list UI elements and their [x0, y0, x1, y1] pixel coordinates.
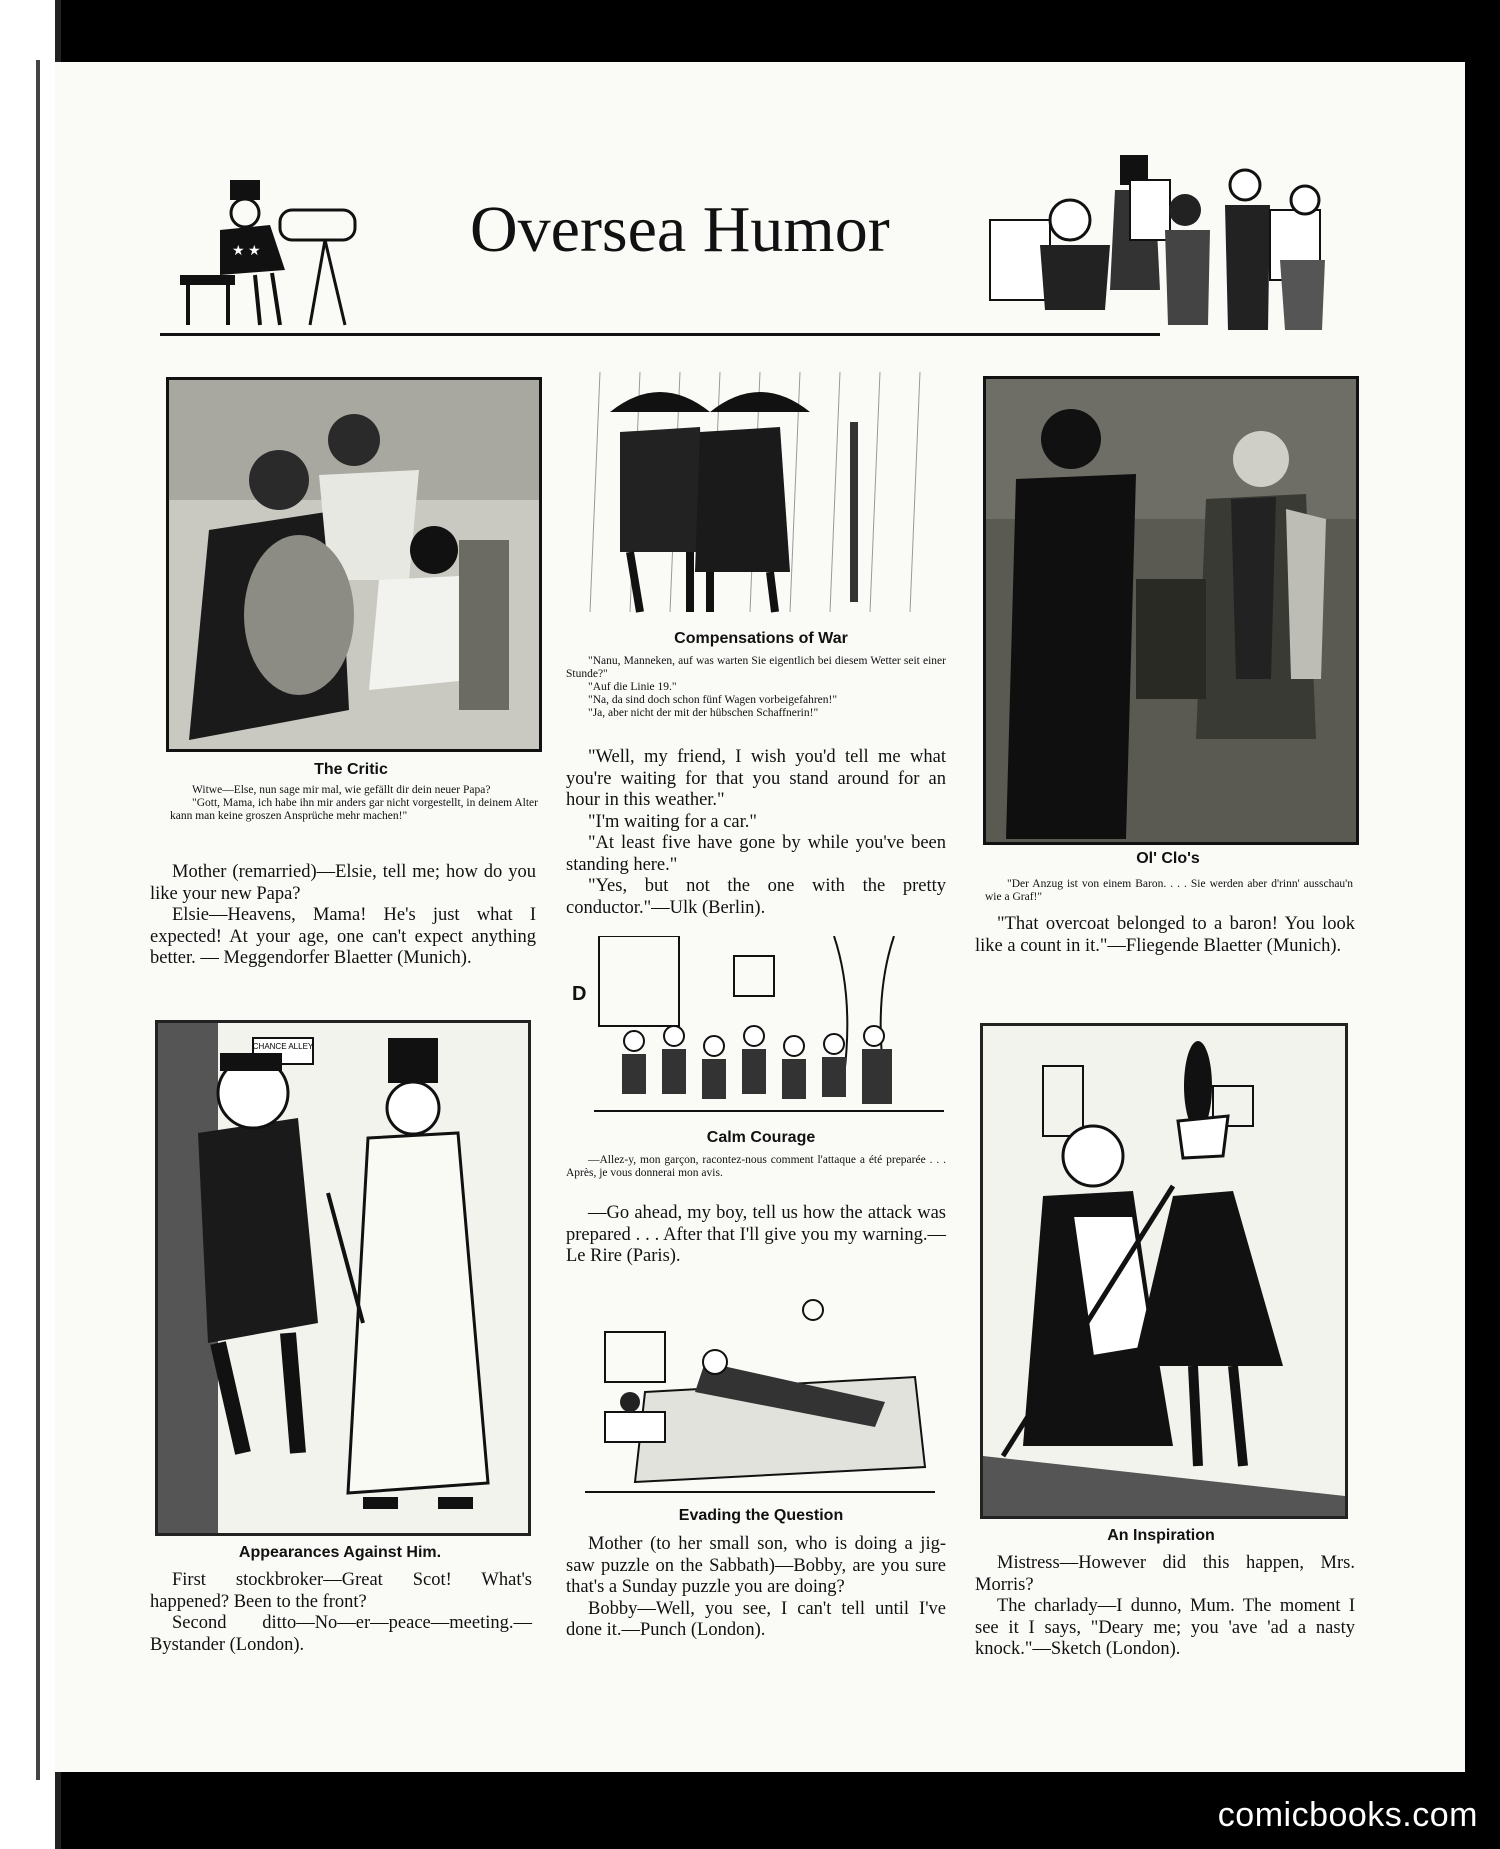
evading-english-line: Bobby—Well, you see, I can't tell until I've done it.—Punch (London).: [566, 1598, 946, 1640]
critic-german-line: Witwe—Else, nun sage mir mal, wie gefällt dir dein neuer Papa?: [192, 784, 491, 796]
compensations-german-line: "Nanu, Manneken, auf was warten Sie eigentlich bei diesem Wetter seit einer Stunde?": [566, 655, 946, 680]
evading-english-line: Mother (to her small son, who is doing a jig-saw puzzle on the Sabbath)—Bobby, are you sure that's a Sunday puzzle you are doing?: [566, 1534, 946, 1597]
inspiration-cartoon: [980, 1023, 1348, 1519]
inspiration-english-line: Mistress—However did this happen, Mrs. Morris?: [975, 1553, 1355, 1595]
calm-courage-english-line: —Go ahead, my boy, tell us how the attack was prepared . . . After that I'll give you my warning.—Le Rire (Paris).: [566, 1203, 946, 1266]
appearances-caption: Appearances Against Him.: [238, 1544, 442, 1561]
critic-german-line: "Gott, Mama, ich habe ihn mir anders gar nicht vorgestellt, in deinem Alter kann man keine groszen Ansprüche mehr machen!": [170, 797, 538, 822]
calm-courage-french-line: —Allez-y, mon garçon, racontez-nous comment l'attaque a été preparée . . . Après, je vous donnerai mon avis.: [566, 1154, 946, 1179]
critic-english-line: Elsie—Heavens, Mama! He's just what I expected! At your age, one can't expect anything better. — Meggendorfer Blaetter (Munich).: [150, 905, 536, 968]
calm-courage-french-text: [566, 1154, 946, 1180]
critic-german-text: [170, 784, 538, 823]
olclos-german-line: "Der Anzug ist von einem Baron. . . . Sie werden aber d'rinn' ausschau'n wie a Graf!": [985, 878, 1353, 903]
calm-courage-mark: D: [572, 983, 587, 1005]
uncle-sam-telescope-illustration: [160, 175, 390, 340]
evading-caption: Evading the Question: [678, 1507, 844, 1524]
calm-courage-english-text: [566, 1203, 946, 1268]
critic-caption: The Critic: [314, 761, 388, 778]
appearances-english-line: Second ditto—No—er—peace—meeting.—Bystander (London).: [150, 1613, 532, 1655]
compensations-german-line: "Ja, aber nicht der mit der hübschen Schaffnerin!": [588, 707, 819, 719]
compensations-german-line: "Na, da sind doch schon fünf Wagen vorbeigefahren!": [588, 694, 838, 706]
overseas-characters-illustration: [970, 150, 1340, 345]
compensations-caption: Compensations of War: [674, 630, 848, 647]
critic-english-text: [150, 862, 536, 970]
compensations-english-line: "Yes, but not the one with the pretty conductor."—Ulk (Berlin).: [566, 876, 946, 918]
appearances-english-line: First stockbroker—Great Scot! What's happened? Been to the front?: [150, 1570, 532, 1612]
compensations-german-text: [566, 655, 946, 720]
page-title: Oversea Humor: [470, 193, 890, 266]
inspiration-caption: An Inspiration: [1107, 1527, 1215, 1544]
critic-english-line: Mother (remarried)—Elsie, tell me; how do you like your new Papa?: [150, 862, 536, 904]
compensations-german-line: "Auf die Linie 19.": [588, 681, 677, 693]
critic-photo: [166, 377, 542, 752]
calm-courage-cartoon: [594, 936, 944, 1126]
appearances-cartoon: [155, 1020, 531, 1536]
olclos-caption: Ol' Clo's: [1136, 850, 1200, 867]
appearances-english-text: [150, 1570, 532, 1656]
inspiration-english-line: The charlady—I dunno, Mum. The moment I see it I says, "Deary me; you 'ave 'ad a nasty knock."—Sketch (London).: [975, 1596, 1355, 1659]
olclos-photo: [983, 376, 1359, 845]
olclos-english-text: [975, 914, 1355, 957]
compensations-english-line: "At least five have gone by while you've been standing here.": [566, 833, 946, 875]
compensations-english-line: "Well, my friend, I wish you'd tell me what you're waiting for that you stand around for an hour in this weather.": [566, 747, 946, 810]
compensations-cartoon: [580, 372, 942, 620]
olclos-english-line: "That overcoat belonged to a baron! You look like a count in it."—Fliegende Blaetter (Munich).: [975, 914, 1355, 956]
svg-text:★ ★: ★ ★: [232, 244, 261, 259]
inspiration-english-text: [975, 1553, 1355, 1661]
chance-alley-sign: CHANCE ALLEY: [252, 1042, 314, 1051]
evading-cartoon: [585, 1292, 935, 1504]
calm-courage-caption: Calm Courage: [706, 1129, 816, 1146]
olclos-german-text: [985, 878, 1353, 904]
source-watermark: comicbooks.com: [1217, 1796, 1478, 1834]
compensations-english-text: [566, 747, 946, 919]
book-spine: [0, 0, 61, 1849]
evading-english-text: [566, 1534, 946, 1642]
compensations-english-line: "I'm waiting for a car.": [588, 811, 757, 832]
